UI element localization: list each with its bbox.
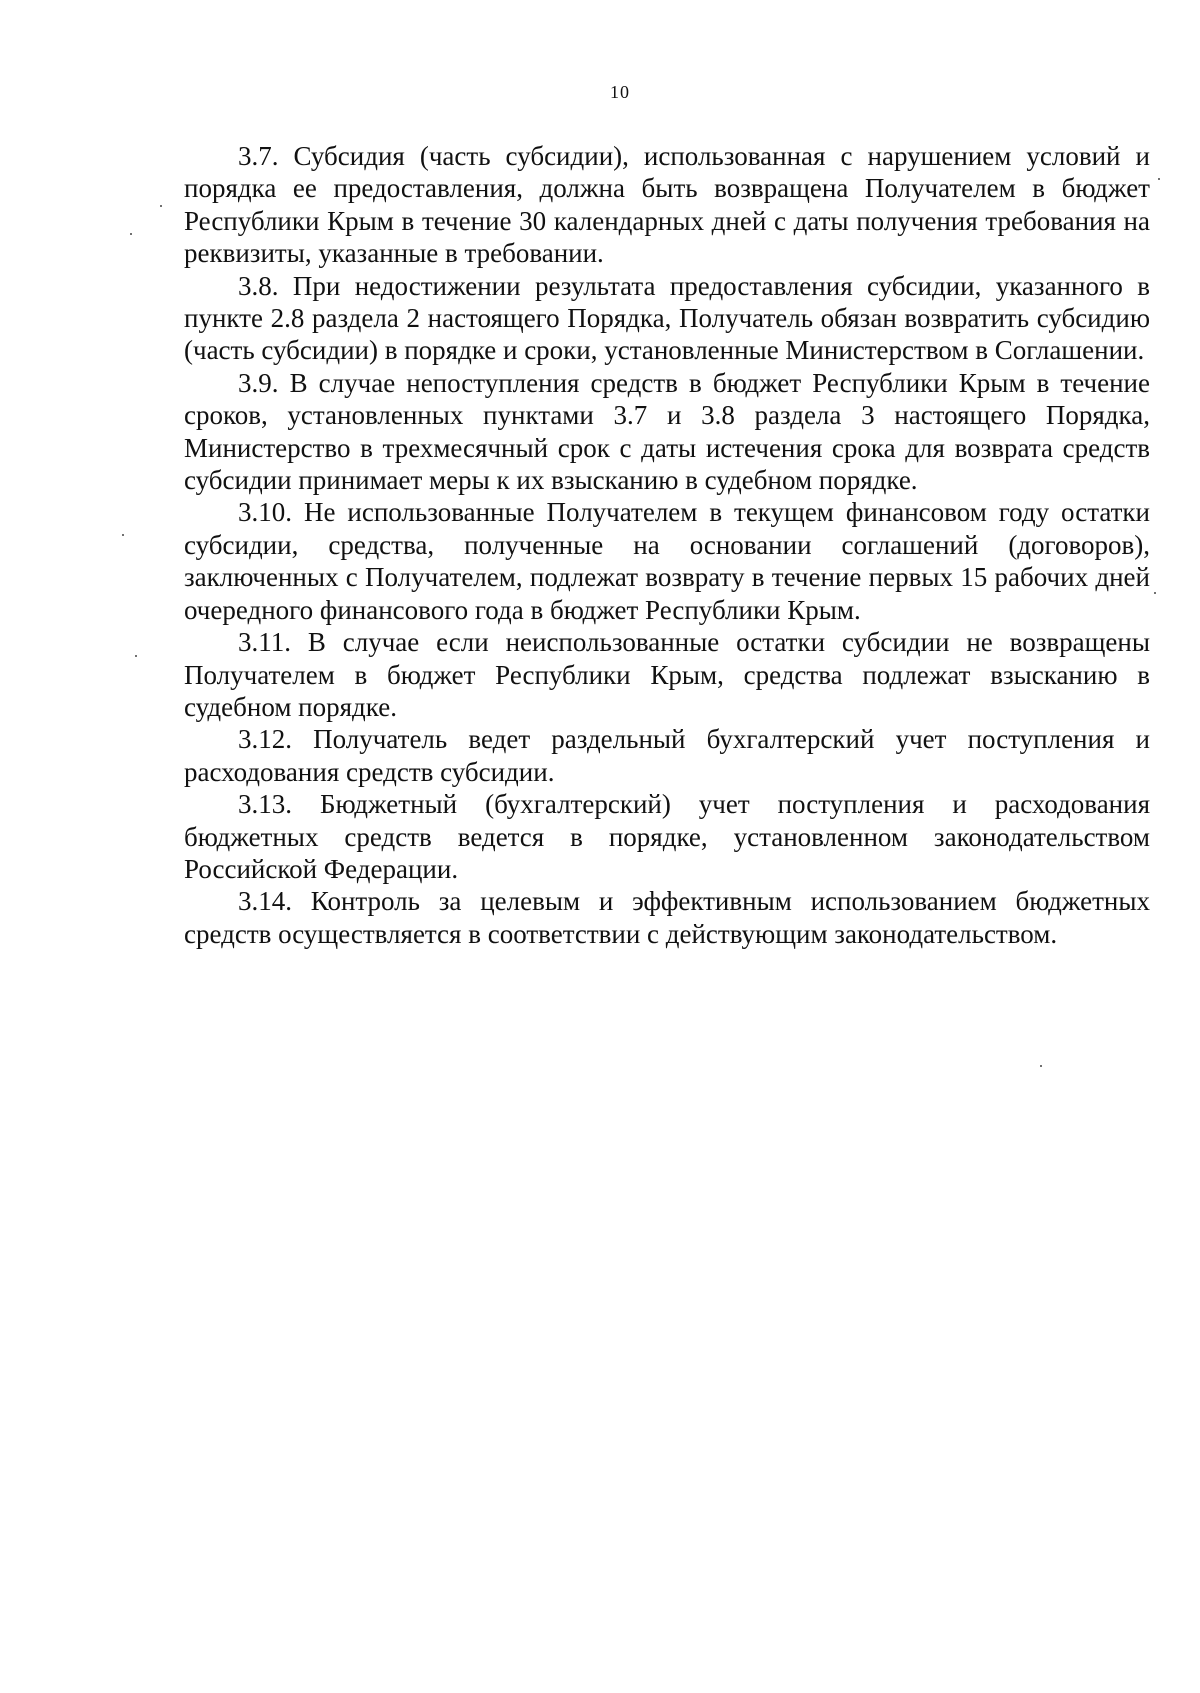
paragraph-3-7: 3.7. Субсидия (часть субсидии), использованная с нарушением условий и порядка ее предоставления, должна быть возвращена Получателем в бюджет Республики Крым в течение 30 календарных дней с даты получения требования на реквизиты, указанные в требовании. bbox=[184, 141, 1150, 269]
paragraph-3-12: 3.12. Получатель ведет раздельный бухгалтерский учет поступления и расходования средств субсидии. bbox=[184, 724, 1150, 787]
scan-speck bbox=[1040, 1065, 1042, 1067]
document-body bbox=[184, 140, 1150, 950]
paragraph-3-14: 3.14. Контроль за целевым и эффективным использованием бюджетных средств осуществляется в соответствии с действующим законодательством. bbox=[184, 886, 1150, 949]
scan-speck bbox=[160, 205, 162, 207]
scan-speck bbox=[135, 655, 137, 657]
paragraph-3-13: 3.13. Бюджетный (бухгалтерский) учет поступления и расходования бюджетных средств ведется в порядке, установленном законодательством Российской Федерации. bbox=[184, 789, 1150, 884]
paragraph-3-9: 3.9. В случае непоступления средств в бюджет Республики Крым в течение сроков, установленных пунктами 3.7 и 3.8 раздела 3 настоящего Порядка, Министерство в трехмесячный срок с даты истечения срока для возврата средств субсидии принимает меры к их взысканию в судебном порядке. bbox=[184, 367, 1150, 496]
scan-speck bbox=[122, 534, 124, 536]
scan-speck bbox=[1154, 592, 1156, 594]
scan-speck bbox=[1158, 178, 1160, 180]
paragraph-3-11: 3.11. В случае если неиспользованные остатки субсидии не возвращены Получателем в бюджет Республики Крым, средства подлежат взысканию в судебном порядке. bbox=[184, 627, 1150, 722]
scan-speck bbox=[130, 233, 132, 235]
page-number: 10 bbox=[610, 82, 630, 102]
paragraph-3-8: 3.8. При недостижении результата предоставления субсидии, указанного в пункте 2.8 раздела 2 настоящего Порядка, Получатель обязан возвратить субсидию (часть субсидии) в порядке и сроки, установленные Министерством в Соглашении. bbox=[184, 270, 1150, 366]
paragraph-3-10: 3.10. Не использованные Получателем в текущем финансовом году остатки субсидии, средства, полученные на основании соглашений (договоров), заключенных с Получателем, подлежат возврату в течение первых 15 рабочих дней очередного финансового года в бюджет Республики Крым. bbox=[184, 497, 1150, 625]
